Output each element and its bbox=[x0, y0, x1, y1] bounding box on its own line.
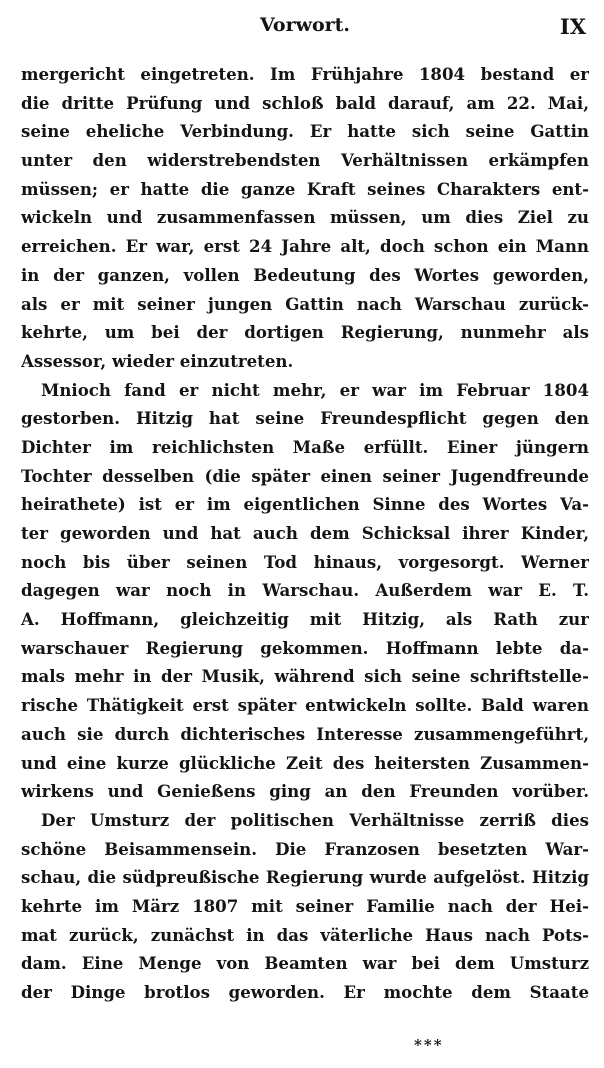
text-line: Dichter im reichlichsten Maße erfüllt. Einer jüngern bbox=[21, 436, 589, 457]
text-line: kehrte, um bei der dortigen Regierung, nunmehr als bbox=[21, 322, 589, 343]
text-line: als er mit seiner jungen Gattin nach Warschau zurück- bbox=[21, 293, 589, 314]
text-line: unter den widerstrebendsten Verhältnissen erkämpfen bbox=[21, 150, 589, 171]
text-line: schöne Beisammensein. Die Franzosen besetzten War- bbox=[21, 838, 589, 859]
text-line: mergericht eingetreten. Im Frühjahre 1804 bestand er bbox=[21, 64, 589, 84]
body-text bbox=[21, 60, 589, 1007]
text-line: noch bis über seinen Tod hinaus, vorgesorgt. Werner bbox=[21, 551, 589, 572]
paragraph-start-line: Der Umsturz der politischen Verhältnisse zerriß dies bbox=[41, 809, 589, 830]
text-line: gestorben. Hitzig hat seine Freundespflicht gegen den bbox=[21, 408, 589, 429]
text-line: erreichen. Er war, erst 24 Jahre alt, doch schon ein Mann bbox=[21, 236, 589, 257]
text-line: mat zurück, zunächst in das väterliche Haus nach Pots- bbox=[21, 924, 589, 945]
text-line: und eine kurze glückliche Zeit des heitersten Zusammen- bbox=[21, 752, 589, 773]
text-line: Assessor, wieder einzutreten. bbox=[21, 350, 294, 371]
text-line: wirkens und Genießens ging an den Freunden vorüber. bbox=[21, 781, 589, 802]
text-line: kehrte im März 1807 mit seiner Familie nach der Hei- bbox=[21, 895, 589, 916]
signature-mark: *** bbox=[414, 1036, 444, 1054]
paragraph-start-line: Mnioch fand er nicht mehr, er war im Februar 1804 bbox=[41, 379, 589, 400]
text-line: seine eheliche Verbindung. Er hatte sich seine Gattin bbox=[21, 121, 589, 142]
text-line: heirathete) ist er im eigentlichen Sinne des Wortes Va- bbox=[21, 494, 589, 515]
text-line: müssen; er hatte die ganze Kraft seines Charakters ent- bbox=[21, 178, 589, 199]
text-line: dagegen war noch in Warschau. Außerdem war E. T. bbox=[21, 580, 589, 601]
text-line: warschauer Regierung gekommen. Hoffmann lebte da- bbox=[21, 637, 589, 658]
page-number: IX bbox=[559, 14, 586, 39]
text-line: wickeln und zusammenfassen müssen, um dies Ziel zu bbox=[21, 207, 589, 228]
text-line: die dritte Prüfung und schloß bald darauf, am 22. Mai, bbox=[21, 92, 589, 113]
text-line: auch sie durch dichterisches Interesse zusammengeführt, bbox=[21, 723, 589, 744]
text-line: schau, die südpreußische Regierung wurde aufgelöst. Hitzig bbox=[21, 867, 589, 888]
text-line: dam. Eine Menge von Beamten war bei dem Umsturz bbox=[21, 953, 589, 974]
text-line: A. Hoffmann, gleichzeitig mit Hitzig, als Rath zur bbox=[21, 609, 589, 630]
text-line: mals mehr in der Musik, während sich seine schriftstelle- bbox=[21, 666, 589, 687]
text-line: ter geworden und hat auch dem Schicksal ihrer Kinder, bbox=[21, 523, 589, 543]
text-line: in der ganzen, vollen Bedeutung des Wortes geworden, bbox=[21, 264, 589, 285]
text-line: rische Thätigkeit erst später entwickeln sollte. Bald waren bbox=[21, 695, 589, 716]
page-header bbox=[20, 14, 590, 44]
text-line: Tochter desselben (die später einen seiner Jugendfreunde bbox=[21, 465, 589, 486]
running-title: Vorwort. bbox=[259, 14, 351, 36]
text-line: der Dinge brotlos geworden. Er mochte dem Staate bbox=[21, 982, 589, 1002]
